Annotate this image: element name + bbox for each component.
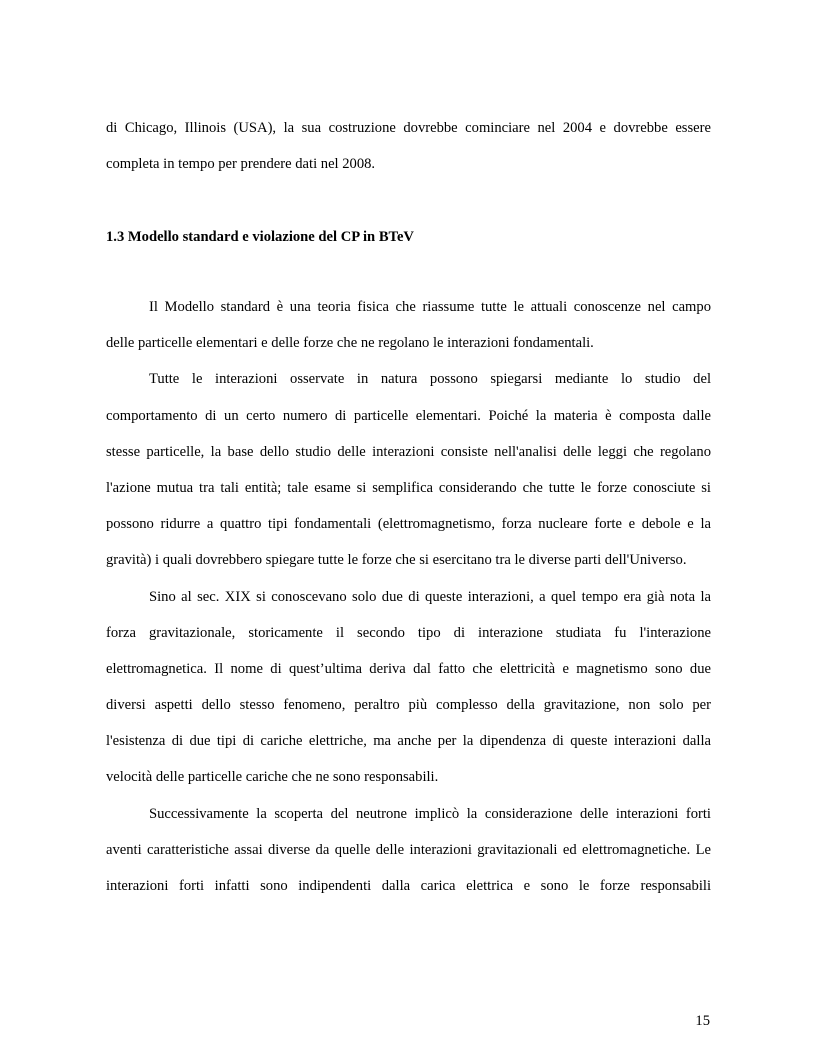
page-number: 15 xyxy=(695,1013,710,1029)
text-line: Successivamente la scoperta del neutrone implicò la considerazione delle interazioni forti xyxy=(149,805,711,822)
text-line: Sino al sec. XIX si conoscevano solo due di queste interazioni, a quel tempo era già nota la xyxy=(149,588,711,605)
text-line: possono ridurre a quattro tipi fondamentali (elettromagnetismo, forza nucleare forte e debole e la xyxy=(106,516,711,533)
text-line: completa in tempo per prendere dati nel 2008. xyxy=(106,156,376,173)
text-line: delle particelle elementari e delle forze che ne regolano le interazioni fondamentali. xyxy=(106,335,594,352)
text-line: diversi aspetti dello stesso fenomeno, peraltro più complesso della gravitazione, non solo per xyxy=(106,697,711,714)
text-line: di Chicago, Illinois (USA), la sua costruzione dovrebbe cominciare nel 2004 e dovrebbe essere xyxy=(106,120,711,136)
text-line: comportamento di un certo numero di particelle elementari. Poiché la materia è composta dalle xyxy=(106,407,711,424)
text-line: elettromagnetica. Il nome di quest’ultima deriva dal fatto che elettricità e magnetismo sono due xyxy=(106,660,711,677)
text-line: l'azione mutua tra tali entità; tale esame si semplifica considerando che tutte le forze conosciute si xyxy=(106,479,711,496)
text-line: interazioni forti infatti sono indipendenti dalla carica elettrica e sono le forze responsabili xyxy=(106,878,711,894)
text-line: forza gravitazionale, storicamente il secondo tipo di interazione studiata fu l'interazione xyxy=(106,624,711,641)
text-line: gravità) i quali dovrebbero spiegare tutte le forze che si esercitano tra le diverse parti dell'Universo. xyxy=(106,552,687,569)
section-heading: 1.3 Modello standard e violazione del CP in BTeV xyxy=(106,229,414,245)
text-line: aventi caratteristiche assai diverse da quelle delle interazioni gravitazionali ed elettromagnetiche. Le xyxy=(106,841,711,858)
section-body xyxy=(106,289,711,904)
text-line: Tutte le interazioni osservate in natura possono spiegarsi mediante lo studio del xyxy=(149,371,711,388)
text-line: stesse particelle, la base dello studio delle interazioni consiste nell'analisi delle leggi che regolano xyxy=(106,443,711,460)
intro-paragraph xyxy=(106,110,711,182)
text-line: l'esistenza di due tipi di cariche elettriche, ma anche per la dipendenza di queste interazioni dalla xyxy=(106,733,711,750)
text-line: velocità delle particelle cariche che ne sono responsabili. xyxy=(106,769,439,786)
text-line: Il Modello standard è una teoria fisica che riassume tutte le attuali conoscenze nel campo xyxy=(149,299,711,315)
